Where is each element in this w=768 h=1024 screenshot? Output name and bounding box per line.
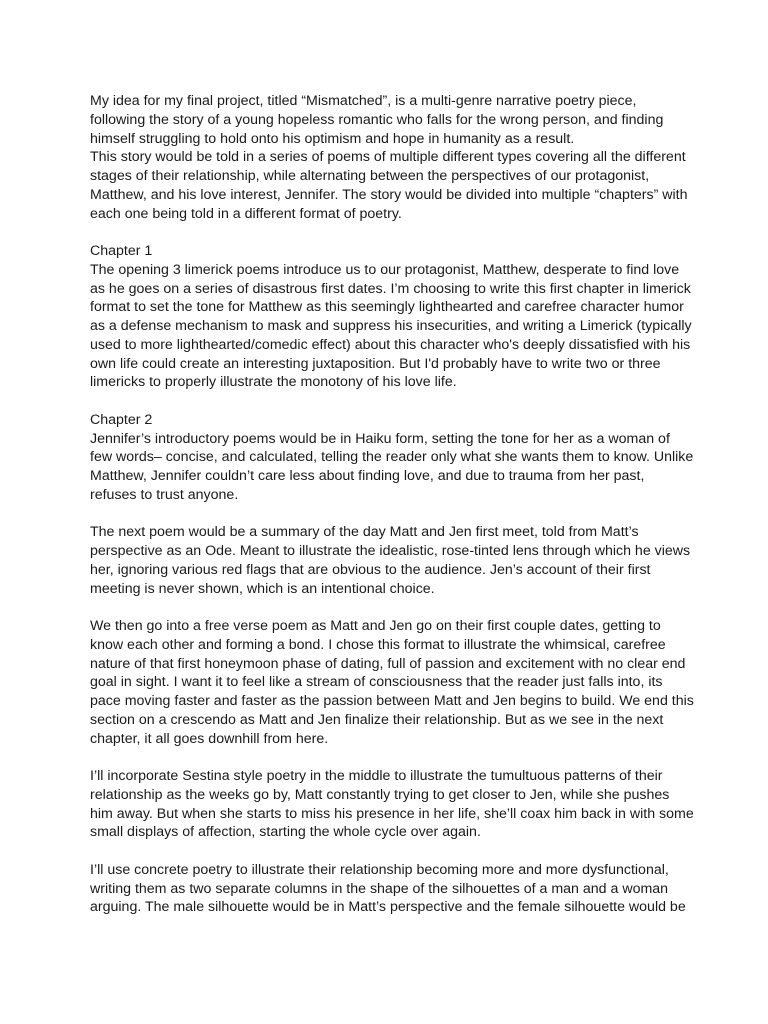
text-line: relationship as the weeks go by, Matt constantly trying to get closer to Jen, while she pushes — [90, 786, 670, 803]
text-line: I’ll use concrete poetry to illustrate their relationship becoming more and more dysfunctional, — [90, 861, 669, 878]
paragraph — [90, 411, 694, 505]
text-line: The next poem would be a summary of the day Matt and Jen first meet, told from Matt’s — [90, 524, 639, 541]
text-line: refuses to trust anyone. — [90, 486, 239, 503]
text-line: as a defense mechanism to mask and suppress his insecurities, and writing a Limerick (typically — [90, 318, 692, 334]
text-line: small displays of affection, starting the whole cycle over again. — [90, 824, 481, 841]
paragraph — [90, 242, 692, 392]
text-line: format to set the tone for Matthew as this seemingly lighthearted and carefree character humor — [90, 299, 684, 316]
text-line: know each other and forming a bond. I chose this format to illustrate the whimsical, carefree — [90, 636, 666, 653]
text-line: goal in sight. I want it to feel like a stream of consciousness that the reader just falls into, its — [90, 674, 663, 691]
text-line: each one being told in a different format of poetry. — [90, 205, 402, 222]
paragraph — [90, 767, 694, 842]
text-line: section on a crescendo as Matt and Jen finalize their relationship. But as we see in the next — [90, 711, 664, 728]
text-line: We then go into a free verse poem as Matt and Jen go on their first couple dates, getting to — [90, 618, 661, 634]
text-line: The opening 3 limerick poems introduce us to our protagonist, Matthew, desperate to find love — [90, 261, 680, 278]
text-line: stages of their relationship, while alternating between the perspectives of our protagonist, — [90, 168, 650, 184]
text-line: used to more lighthearted/comedic effect) about this character who's deeply dissatisfied with his — [90, 336, 691, 353]
text-line: him away. But when she starts to miss his presence in her life, she’ll coax him back in with some — [90, 805, 694, 822]
text-line: chapter, it all goes downhill from here. — [90, 730, 329, 747]
paragraph — [90, 148, 688, 223]
text-line: Chapter 1 — [90, 243, 153, 259]
text-line: Jennifer’s introductory poems would be in Haiku form, setting the tone for her as a woman of — [90, 430, 670, 447]
text-line: pace moving faster and faster as the passion between Matt and Jen begins to build. We end this — [90, 693, 694, 709]
text-line: as he goes on a series of disastrous first dates. I’m choosing to write this first chapter in limerick — [90, 280, 691, 297]
text-line: himself struggling to hold onto his optimism and hope in humanity as a result. — [90, 130, 575, 147]
text-line: nature of that first honeymoon phase of dating, full of passion and excitement with no clear end — [90, 655, 686, 672]
paragraph — [90, 92, 682, 148]
text-line: perspective as an Ode. Meant to illustrate the idealistic, rose-tinted lens through which he views — [90, 543, 691, 559]
text-line: This story would be told in a series of poems of multiple different types covering all the different — [90, 149, 686, 166]
text-line: her, ignoring various red flags that are obvious to the audience. Jen’s account of their first — [90, 561, 651, 578]
text-line: My idea for my final project, titled “Mismatched”, is a multi-genre narrative poetry piece, — [90, 93, 637, 109]
text-line: few words– concise, and calculated, telling the reader only what she wants them to know. Unlike — [90, 449, 694, 466]
paragraph — [90, 523, 691, 598]
text-line: arguing. The male silhouette would be in Matt’s perspective and the female silhouette would be — [90, 899, 686, 916]
text-line: Chapter 2 — [90, 411, 153, 428]
text-line: limericks to properly illustrate the monotony of his love life. — [90, 374, 457, 391]
text-line: following the story of a young hopeless romantic who falls for the wrong person, and finding — [90, 111, 664, 128]
text-line: meeting is never shown, which is an intentional choice. — [90, 580, 435, 597]
text-line: writing them as two separate columns in the shape of the silhouettes of a man and a woman — [90, 880, 669, 897]
text-line: own life could create an interesting juxtaposition. But I'd probably have to write two or three — [90, 355, 661, 372]
text-line: Matthew, Jennifer couldn’t care less about finding love, and due to trauma from her past, — [90, 468, 645, 484]
text-line: Matthew, and his love interest, Jennifer. The story would be divided into multiple “chapters” with — [90, 186, 688, 203]
document-page — [90, 92, 694, 936]
paragraph — [90, 617, 694, 748]
text-line: I’ll incorporate Sestina style poetry in the middle to illustrate the tumultuous patterns of their — [90, 768, 663, 784]
paragraph — [90, 861, 686, 917]
